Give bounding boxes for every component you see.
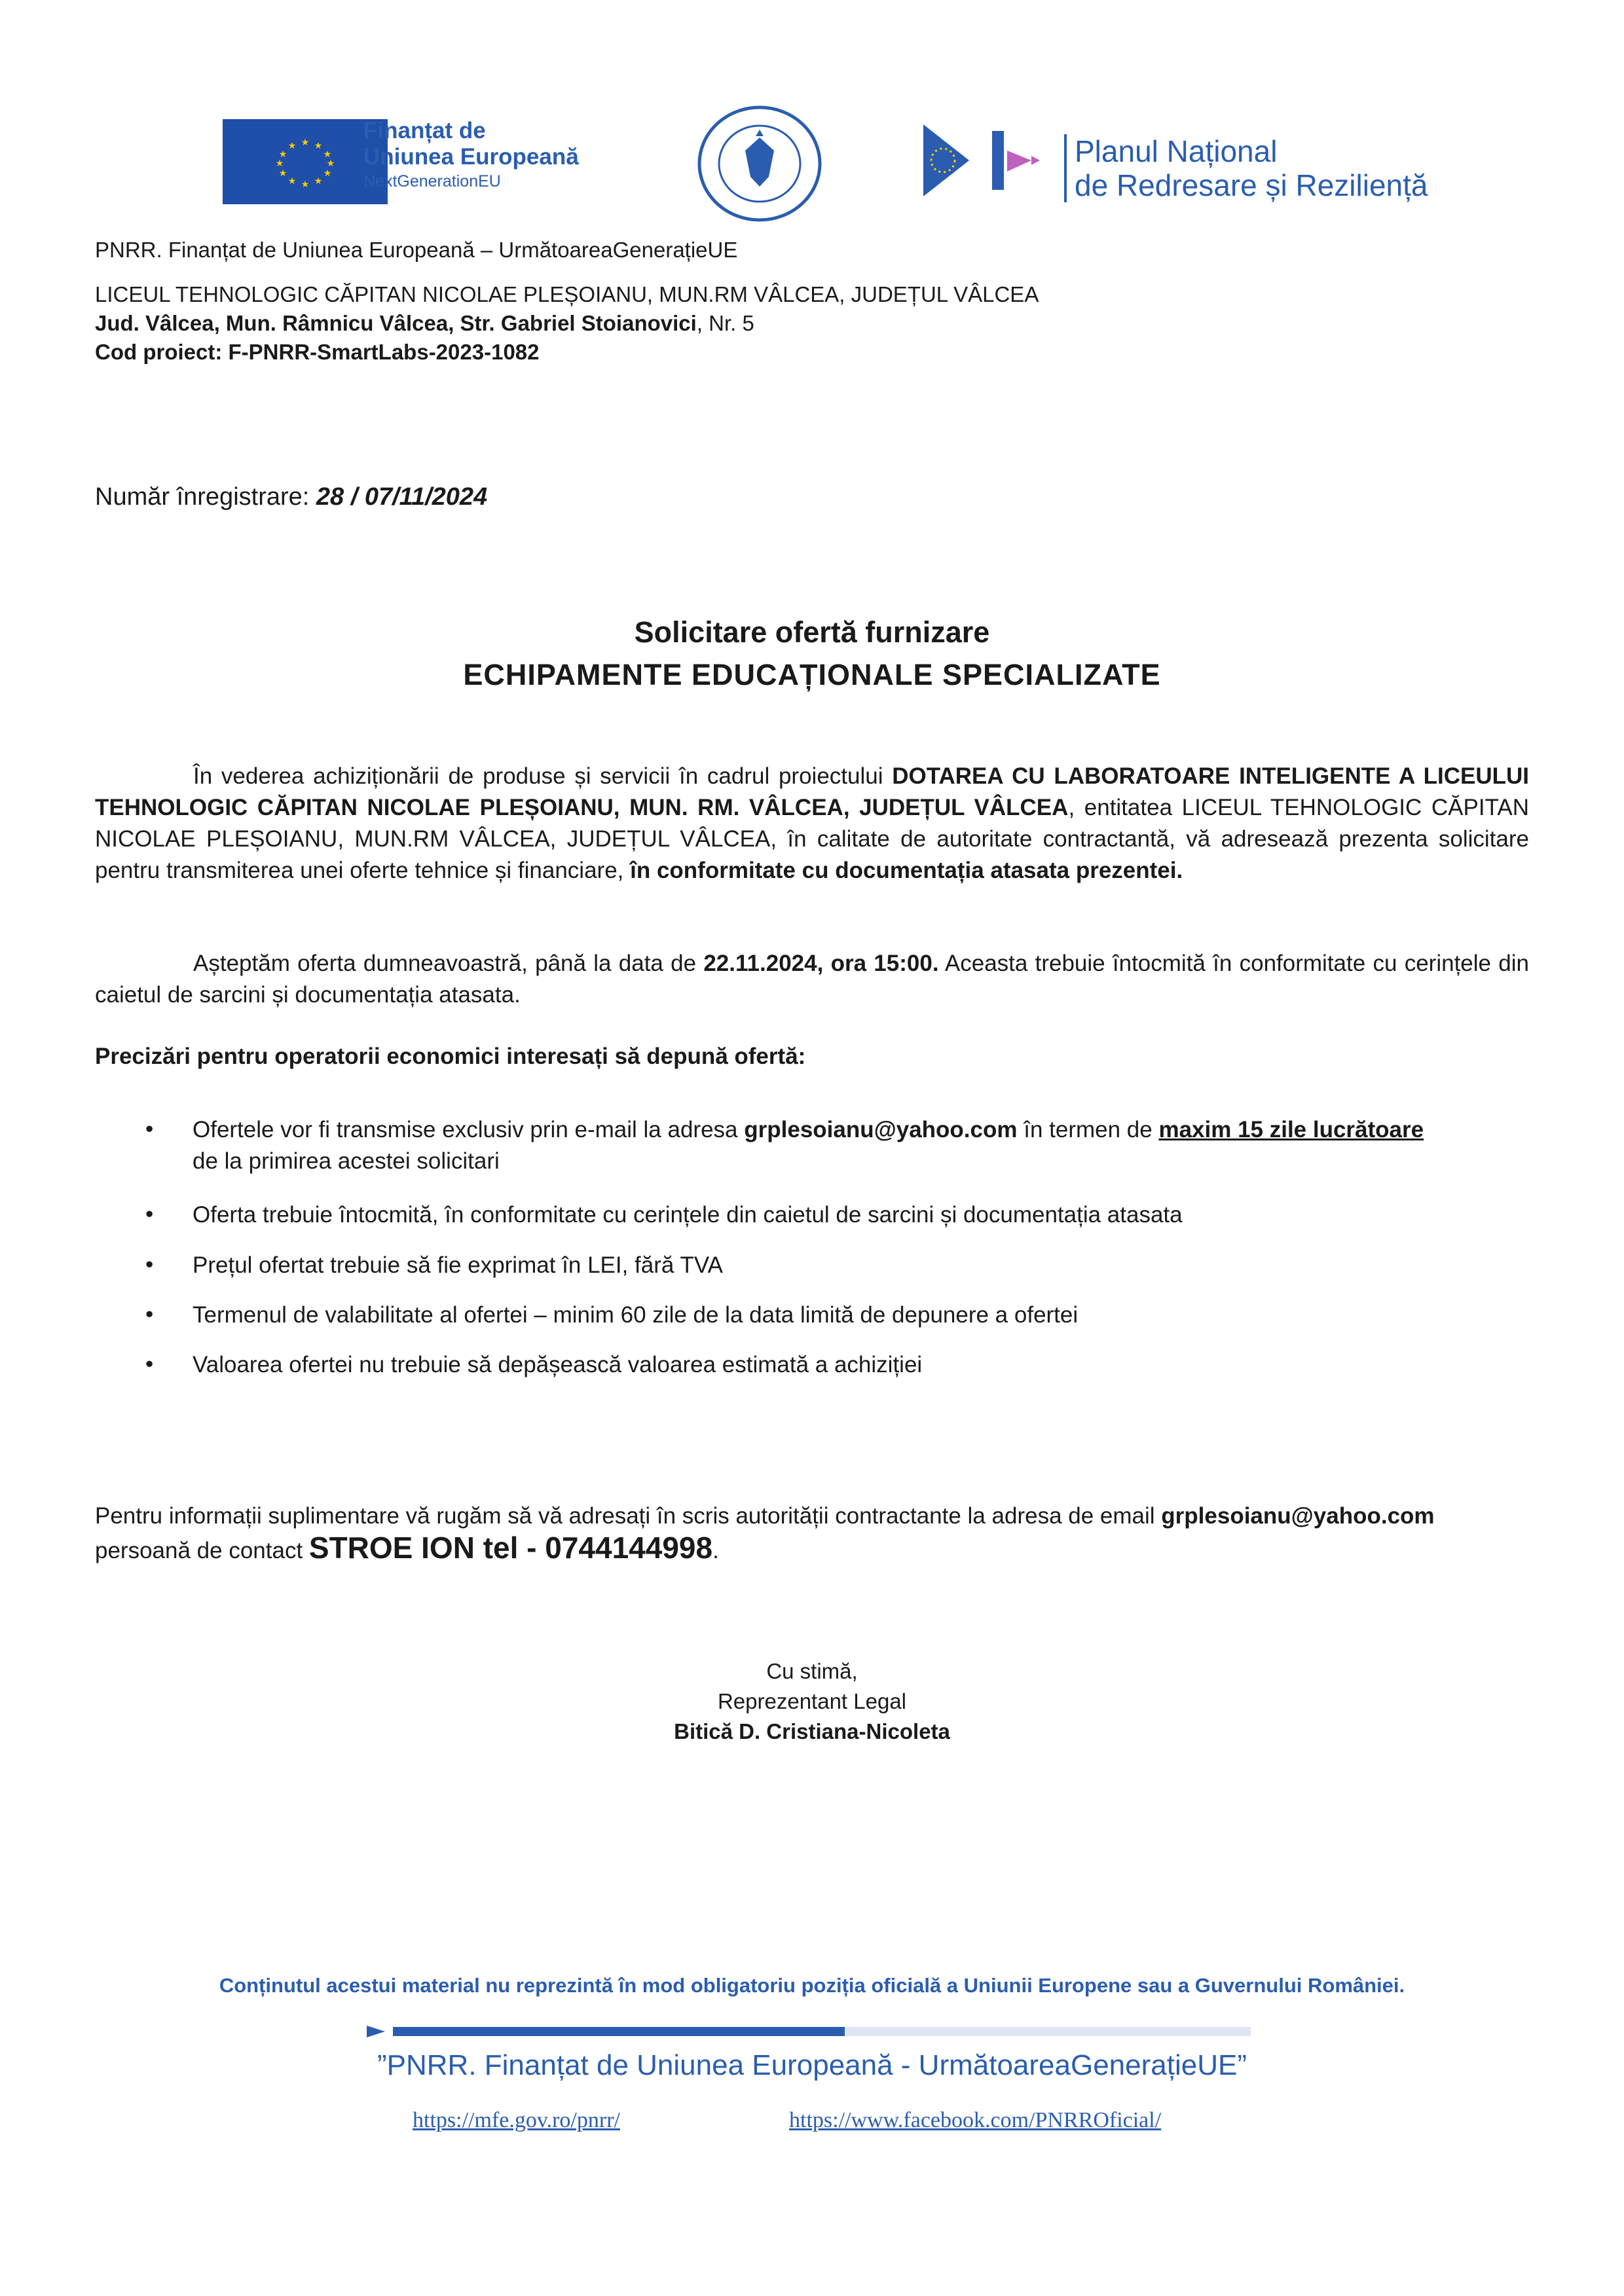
svg-text:★: ★ bbox=[326, 158, 335, 169]
intro-paragraph bbox=[95, 761, 1529, 886]
contact-person-label: persoană de contact bbox=[95, 1538, 309, 1563]
svg-text:★: ★ bbox=[301, 179, 310, 190]
svg-text:★: ★ bbox=[301, 137, 310, 148]
intro-text-1: În vederea achiziționării de produse și servicii în cadrul proiectului bbox=[193, 763, 893, 789]
funding-line: PNRR. Finanțat de Uniunea Europeană – UrmătoareaGenerațieUE bbox=[95, 238, 738, 262]
signature-block bbox=[0, 1656, 1624, 1747]
bullet-1-email: grplesoianu@yahoo.com bbox=[744, 1117, 1018, 1142]
contact-person: STROE ION tel - 0744144998 bbox=[308, 1531, 713, 1565]
document-title: Solicitare ofertă furnizare bbox=[634, 615, 990, 649]
signature-greeting: Cu stimă, bbox=[766, 1659, 858, 1683]
svg-text:★: ★ bbox=[278, 149, 287, 160]
bullet-item-2: Oferta trebuie întocmită, în conformitate cu cerințele din caietul de sarcini și documentația atasata bbox=[193, 1202, 1183, 1228]
footer-disclaimer: Conținutul acestui material nu reprezintă în mod obligatoriu poziția oficială a Uniunii Europene sau a Guvernului României. bbox=[219, 1974, 1405, 1997]
bullet-item-4: Termenul de valabilitate al ofertei – minim 60 zile de la data limită de depunere a ofertei bbox=[193, 1302, 1079, 1328]
document-subtitle: ECHIPAMENTE EDUCAȚIONALE SPECIALIZATE bbox=[463, 658, 1161, 691]
footer-slogan: ”PNRR. Finanțat de Uniunea Europeană - UrmătoareaGenerațieUE” bbox=[377, 2049, 1247, 2081]
deadline-text-1: Așteptăm oferta dumneavoastră, până la data de bbox=[193, 951, 704, 976]
contact-paragraph bbox=[95, 1501, 1529, 1567]
eu-logo-text bbox=[363, 118, 579, 192]
registration-value: 28 / 07/11/2024 bbox=[316, 483, 488, 511]
bullet-1-text-c: de la primirea acestei solicitari bbox=[193, 1148, 500, 1174]
link-facebook[interactable]: https://www.facebook.com/PNRROficial/ bbox=[789, 2108, 1162, 2132]
link-mfe[interactable]: https://mfe.gov.ro/pnrr/ bbox=[413, 2108, 620, 2132]
pnrr-logo-icon bbox=[923, 124, 1074, 203]
deadline-text-2: Aceasta trebuie întocmită în conformitate cu cerințele din caietul de sarcini și documentația atasata. bbox=[95, 951, 1529, 1008]
eu-logo-line3: NextGenerationEU bbox=[363, 172, 501, 191]
registration-number bbox=[95, 483, 487, 511]
project-name: DOTAREA CU LABORATOARE INTELIGENTE A LICEULUI TEHNOLOGIC CĂPITAN NICOLAE PLEȘOIANU, MUN. RM. VÂLCEA, JUDEȚUL VÂLCEA bbox=[95, 763, 1529, 820]
signature-name: Bitică D. Cristiana-Nicoleta bbox=[674, 1719, 950, 1743]
contact-end: . bbox=[712, 1538, 719, 1563]
bullet-dot-icon: • bbox=[145, 1252, 154, 1277]
bullet-dot-icon: • bbox=[145, 1116, 154, 1142]
eu-logo-line1: Finanțat de bbox=[363, 118, 486, 143]
school-address-rest: , Nr. 5 bbox=[696, 311, 754, 335]
svg-text:★: ★ bbox=[323, 149, 332, 160]
signature-role: Reprezentant Legal bbox=[717, 1689, 907, 1713]
bullet-item-3: Prețul ofertat trebuie să fie exprimat în LEI, fără TVA bbox=[193, 1252, 723, 1278]
bullet-1-text-a: Ofertele vor fi transmise exclusiv prin e-mail la adresa bbox=[193, 1117, 745, 1142]
school-address-bold: Jud. Vâlcea, Mun. Râmnicu Vâlcea, Str. Gabriel Stoianovici bbox=[95, 311, 697, 335]
svg-text:★: ★ bbox=[287, 141, 297, 151]
svg-text:★: ★ bbox=[314, 141, 323, 151]
school-name: LICEUL TEHNOLOGIC CĂPITAN NICOLAE PLEȘOIANU, MUN.RM VÂLCEA, JUDEȚUL VÂLCEA bbox=[95, 282, 1039, 306]
svg-text:★: ★ bbox=[278, 168, 287, 179]
svg-text:★: ★ bbox=[323, 168, 332, 179]
svg-text:★: ★ bbox=[287, 176, 297, 187]
pnrr-logo-line2: de Redresare și Reziliență bbox=[1075, 168, 1428, 202]
deadline-date: 22.11.2024, ora 15:00. bbox=[703, 951, 939, 976]
government-seal-icon bbox=[695, 105, 824, 223]
clarifications-title: Precizări pentru operatorii economici interesați să depună ofertă: bbox=[95, 1044, 806, 1069]
contact-text: Pentru informații suplimentare vă rugăm să vă adresați în scris autorității contractante la adresa de email bbox=[95, 1503, 1162, 1529]
intro-text-bold: în conformitate cu documentația atasata prezentei. bbox=[630, 858, 1183, 883]
school-address bbox=[95, 309, 754, 338]
bullet-item-5: Valoarea ofertei nu trebuie să depășească valoarea estimată a achiziției bbox=[193, 1352, 923, 1377]
bullet-1-text-b: în termen de bbox=[1017, 1117, 1159, 1142]
project-code: Cod proiect: F-PNRR-SmartLabs-2023-1082 bbox=[95, 340, 540, 364]
pnrr-logo-line1: Planul Național bbox=[1075, 134, 1278, 168]
svg-text:★: ★ bbox=[314, 176, 323, 187]
bullet-item-1 bbox=[193, 1114, 1528, 1177]
contact-email: grplesoianu@yahoo.com bbox=[1161, 1503, 1435, 1529]
pnrr-logo-text bbox=[1064, 134, 1428, 202]
eu-logo-line2: Uniunea Europeană bbox=[363, 144, 579, 170]
bullet-dot-icon: • bbox=[145, 1302, 154, 1327]
bullet-dot-icon: • bbox=[145, 1201, 154, 1227]
bullet-1-term: maxim 15 zile lucrătoare bbox=[1158, 1117, 1424, 1142]
intro-text-2: , entitatea LICEUL TEHNOLOGIC CĂPITAN NICOLAE PLEȘOIANU, MUN.RM VÂLCEA, JUDEȚUL VÂLCEA, în calitate de autoritate contractantă, vă adresează prezenta solicitare pentru transmiterea unei oferte tehnice și financiare, bbox=[95, 795, 1529, 883]
arrow-bar-icon bbox=[367, 2023, 1251, 2040]
svg-text:★: ★ bbox=[275, 158, 284, 169]
deadline-paragraph bbox=[95, 948, 1529, 1011]
bullet-dot-icon: • bbox=[145, 1351, 154, 1377]
registration-label: Număr înregistrare: bbox=[95, 483, 310, 511]
